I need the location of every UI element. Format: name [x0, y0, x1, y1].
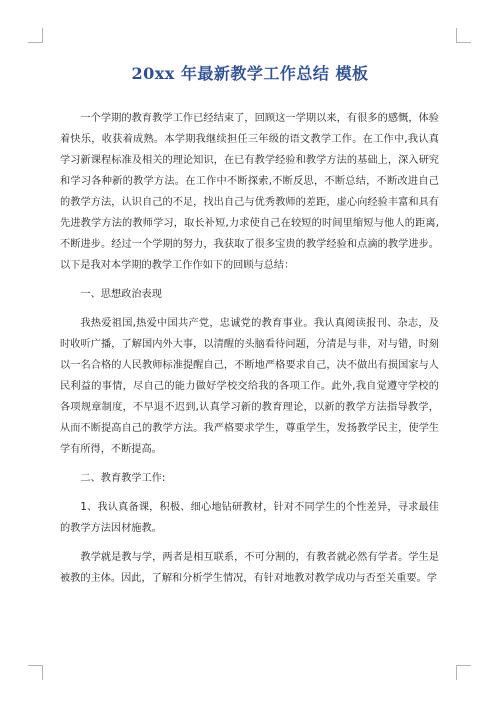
crop-mark-bottom-left: [28, 665, 43, 680]
crop-mark-top-right: [456, 28, 471, 43]
paragraph-intro: 一个学期的教育教学工作已经结束了，回顾这一学期以来，有很多的感慨，体验着快乐，收获着成熟。本学期我继续担任三年级的语文教学工作。在工作中,我认真学习新课程标准及相关的理论知识，在已有教学经验和教学方法的基础上，深入研究和学习各种新的教学方法。在工作中不断探索,不断反思，不断总结，不断改进自己的教学方法，认识自己的不足，找出自己与优秀教师的差距，虚心向经验丰富和具有先进教学方法的教师学习，取长补短,力求使自己在较短的时间里缩短与他人的距离,不断进步。经过一个学期的努力，我获取了很多宝贵的教学经验和点滴的教学进步。以下是我对本学期的教学工作作如下的回顾与总结：: [60, 113, 439, 271]
paragraph-teaching-learning: 教学就是教与学，两者是相互联系，不可分割的，有教者就必然有学者。学生是被教的主体。因此，了解和分析学生情况，有针对地教对教学成功与否至关重要。学: [60, 552, 439, 584]
paragraph-lesson-prep: 1、我认真备课，积极、细心地钻研教材，针对不同学生的个性差异，寻求最佳的教学方法因材施教。: [60, 502, 439, 534]
paragraph-politics: 我热爱祖国,热爱中国共产党，忠诚党的教育事业。我认真阅读报刊、杂志，及时收听广播，了解国内外大事，以清醒的头脑看待问题，分清是与非，对与错，时刻以一名合格的人民教师标准提醒自己，不断地严格要求自己，决不做出有损国家与人民利益的事情，尽自己的能力做好学校交给我的各项工作。此外,我自觉遵守学校的各项规章制度，不早退不迟到,认真学习新的教育理论，以新的教学方法指导教学，从而不断提高自己的教学方法。我严格要求学生，尊重学生，发扬教学民主，使学生学有所得，不断提高。: [60, 318, 439, 455]
section-heading-politics: 一、思想政治表现: [80, 289, 162, 300]
section-heading-teaching: 二、教育教学工作:: [80, 473, 166, 484]
page-title: 20xx 年最新教学工作总结 模板: [131, 64, 369, 83]
crop-mark-top-left: [28, 28, 43, 43]
document-body: [60, 108, 439, 597]
crop-mark-bottom-right: [456, 665, 471, 680]
